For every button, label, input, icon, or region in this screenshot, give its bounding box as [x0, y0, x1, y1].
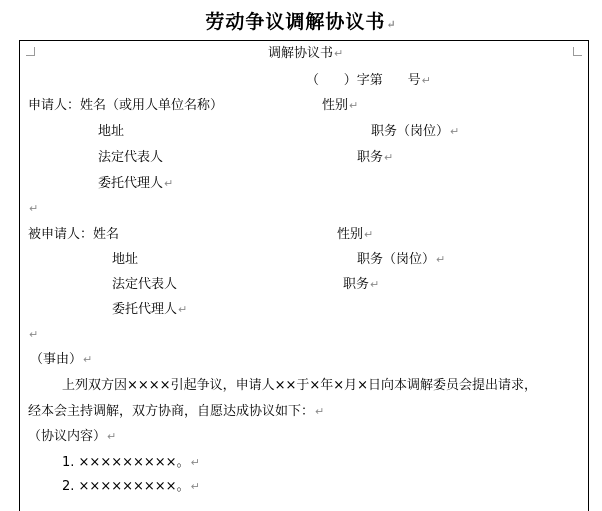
- paragraph-mark-icon: [370, 278, 379, 291]
- applicant-gender-label: 性别 ↵: [322, 97, 358, 115]
- paragraph-mark-icon: [191, 456, 200, 469]
- agreement-item: 2. ×××××××××。 ↵: [62, 478, 200, 496]
- paragraph-mark-icon: [164, 177, 173, 190]
- applicant-agent-label: 委托代理人 ↵: [98, 175, 173, 193]
- respondent-legal-rep-label: 法定代表人: [112, 277, 178, 292]
- agreement-label: （协议内容） ↵: [28, 428, 116, 446]
- applicant-legal-rep-label: 法定代表人: [98, 150, 164, 165]
- empty-paragraph: [28, 326, 38, 344]
- paragraph-mark-icon: [29, 328, 38, 341]
- matter-label: （事由） ↵: [30, 351, 92, 369]
- paragraph-mark-icon: [315, 405, 324, 418]
- subtitle: 调解协议书 ↵: [268, 45, 343, 63]
- margin-corner-mark: [26, 47, 35, 56]
- paragraph-mark-icon: [349, 99, 358, 112]
- paragraph-mark-icon: [107, 430, 116, 443]
- matter-text-line-1: 上列双方因××××引起争议，申请人××于×年×月×日向本调解委员会提出请求，: [62, 378, 538, 393]
- paragraph-mark-icon: [83, 353, 92, 366]
- paragraph-mark-icon: [29, 202, 38, 215]
- paragraph-mark-icon: [178, 303, 187, 316]
- paragraph-mark-icon: [450, 125, 459, 138]
- agreement-item: 1. ×××××××××。 ↵: [62, 454, 200, 472]
- paragraph-mark-icon: [191, 480, 200, 493]
- respondent-legal-rep-position-label: 职务 ↵: [343, 276, 379, 294]
- paragraph-mark-icon: [364, 228, 373, 241]
- respondent-position-label: 职务（岗位） ↵: [357, 251, 445, 269]
- respondent-address-label: 地址: [112, 252, 139, 267]
- respondent-heading: 被申请人：姓名: [28, 227, 120, 242]
- document-title: 劳动争议调解协议书 ↵: [0, 7, 602, 34]
- paragraph-mark-icon: [422, 74, 431, 87]
- matter-text-line-2: 经本会主持调解，双方协商，自愿达成协议如下： ↵: [28, 403, 324, 421]
- paragraph-mark-icon: [384, 151, 393, 164]
- applicant-position-label: 职务（岗位） ↵: [371, 123, 459, 141]
- margin-corner-mark: [573, 47, 582, 56]
- respondent-gender-label: 性别 ↵: [337, 226, 373, 244]
- applicant-legal-rep-position-label: 职务 ↵: [357, 149, 393, 167]
- paragraph-mark-icon: [334, 47, 343, 60]
- respondent-agent-label: 委托代理人 ↵: [112, 301, 187, 319]
- empty-paragraph: [28, 200, 38, 218]
- applicant-heading: 申请人：姓名（或用人单位名称）: [28, 98, 224, 113]
- paragraph-mark-icon: [386, 18, 396, 31]
- document-number: （ ）字第 号 ↵: [306, 72, 431, 90]
- paragraph-mark-icon: [436, 253, 445, 266]
- applicant-address-label: 地址: [98, 124, 125, 139]
